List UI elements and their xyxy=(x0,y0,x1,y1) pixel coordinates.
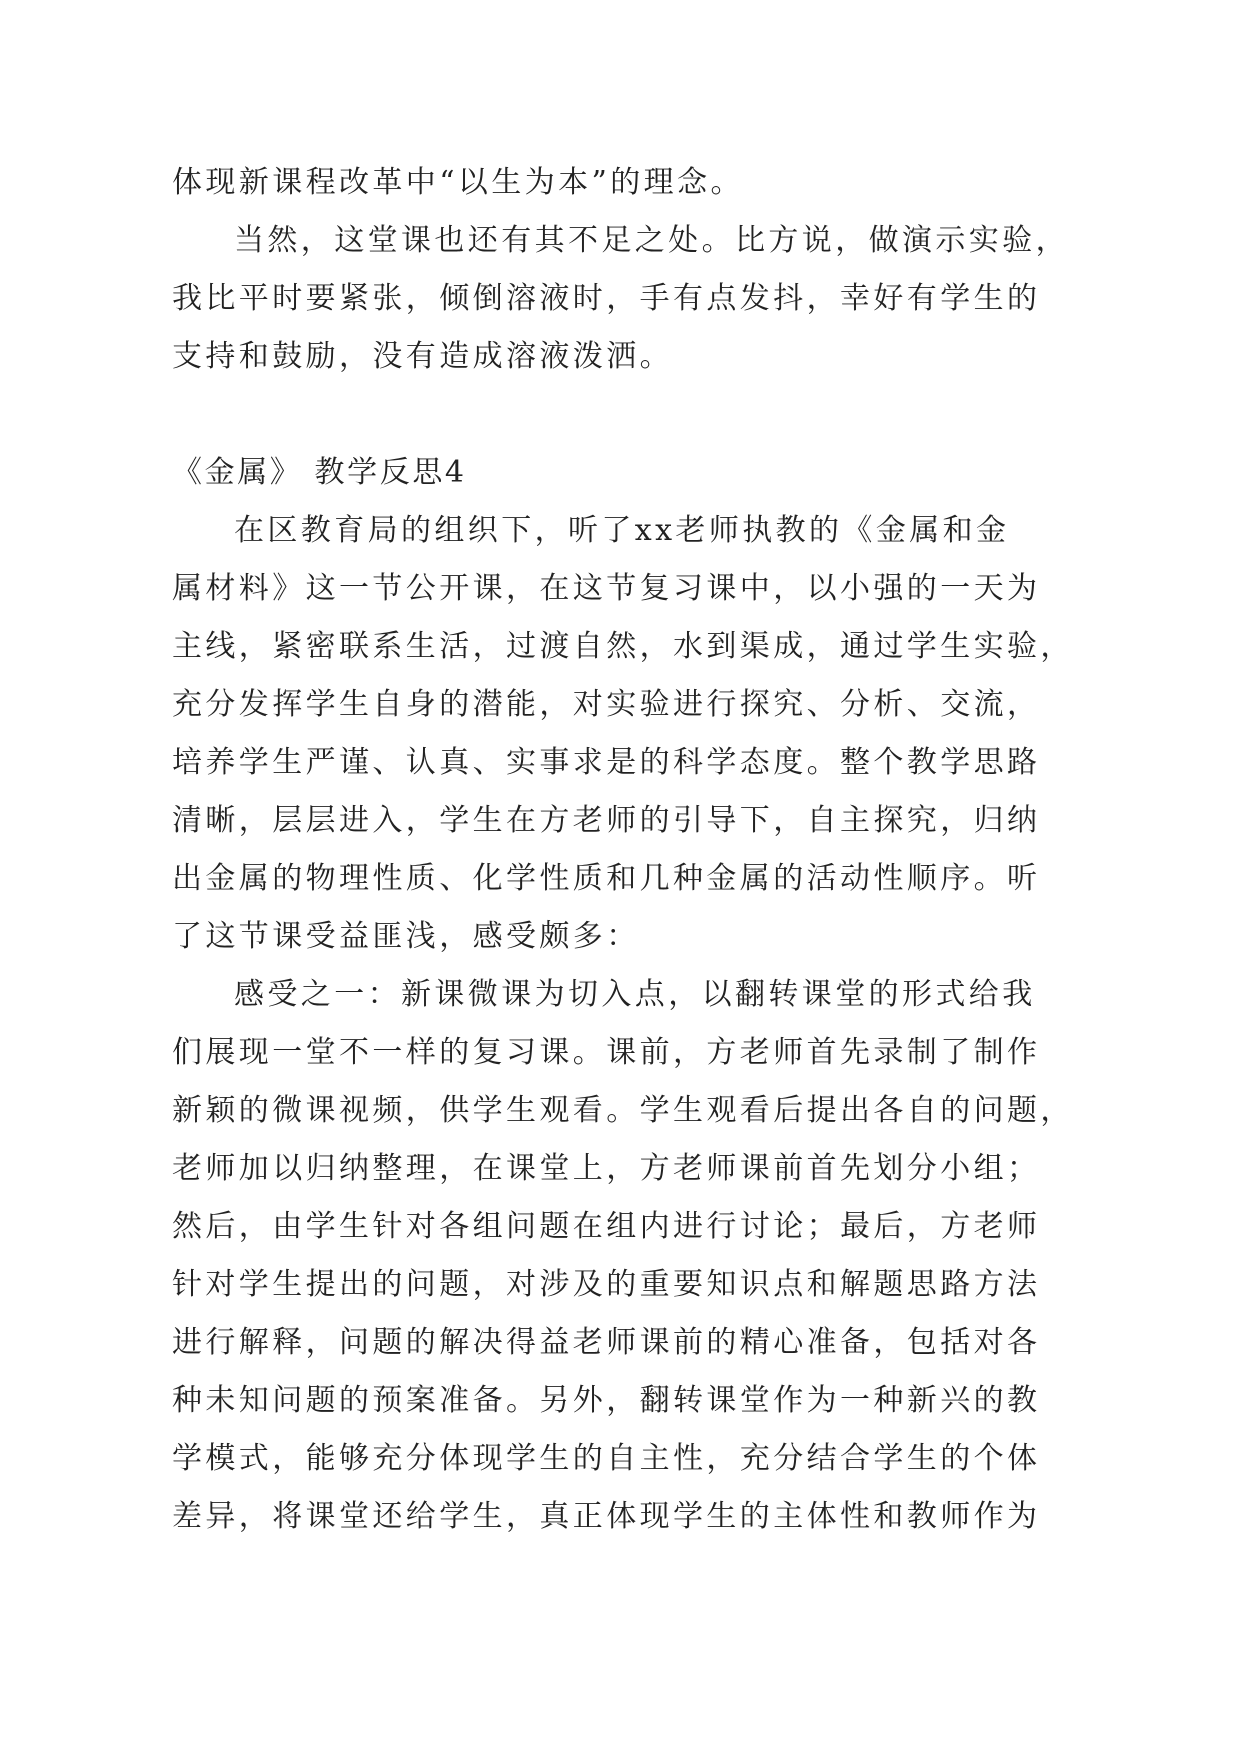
text-line: 我比平时要紧张，倾倒溶液时，手有点发抖，幸好有学生的 xyxy=(172,281,1041,316)
text-line: 属材料》这一节公开课，在这节复习课中，以小强的一天为 xyxy=(172,571,1041,606)
text-line: 新颖的微课视频，供学生观看。学生观看后提出各自的问题， xyxy=(172,1093,1074,1128)
text-line: 主线，紧密联系生活，过渡自然，水到渠成，通过学生实验， xyxy=(172,629,1074,664)
text-line: 然后，由学生针对各组问题在组内进行讨论；最后，方老师 xyxy=(172,1209,1041,1244)
text-line: 种未知问题的预案准备。另外，翻转课堂作为一种新兴的教 xyxy=(172,1383,1041,1418)
text-line: 们展现一堂不一样的复习课。课前，方老师首先录制了制作 xyxy=(172,1035,1041,1070)
paragraph-feeling-1 xyxy=(172,966,1092,1546)
text-line: 充分发挥学生自身的潜能，对实验进行探究、分析、交流， xyxy=(172,687,1041,722)
text-line: 支持和鼓励，没有造成溶液泼洒。 xyxy=(172,339,673,374)
paragraph-intro xyxy=(172,502,1092,966)
text-line: 当然，这堂课也还有其不足之处。比方说，做演示实验， xyxy=(234,223,1069,258)
text-line: 在区教育局的组织下，听了xx老师执教的《金属和金 xyxy=(234,513,1010,548)
text-line: 出金属的物理性质、化学性质和几种金属的活动性顺序。听 xyxy=(172,861,1041,896)
section-heading: 《金属》 教学反思4 xyxy=(172,455,467,490)
text-line: 清晰，层层进入，学生在方老师的引导下，自主探究，归纳 xyxy=(172,803,1041,838)
document-body xyxy=(172,154,1092,1546)
paragraph-continued xyxy=(172,154,1092,212)
text-line: 了这节课受益匪浅，感受颇多： xyxy=(172,919,640,954)
text-line: 进行解释，问题的解决得益老师课前的精心准备，包括对各 xyxy=(172,1325,1041,1360)
text-line: 差异，将课堂还给学生，真正体现学生的主体性和教师作为 xyxy=(172,1499,1041,1534)
text-line: 老师加以归纳整理，在课堂上，方老师课前首先划分小组； xyxy=(172,1151,1041,1186)
paragraph-shortcoming xyxy=(172,212,1092,386)
blank-line xyxy=(172,386,1092,444)
text-line: 感受之一：新课微课为切入点，以翻转课堂的形式给我 xyxy=(234,977,1036,1012)
text-line: 针对学生提出的问题，对涉及的重要知识点和解题思路方法 xyxy=(172,1267,1041,1302)
text-line: 学模式，能够充分体现学生的自主性，充分结合学生的个体 xyxy=(172,1441,1041,1476)
text-line: 培养学生严谨、认真、实事求是的科学态度。整个教学思路 xyxy=(172,745,1041,780)
text-line: 体现新课程改革中“以生为本”的理念。 xyxy=(172,165,744,200)
